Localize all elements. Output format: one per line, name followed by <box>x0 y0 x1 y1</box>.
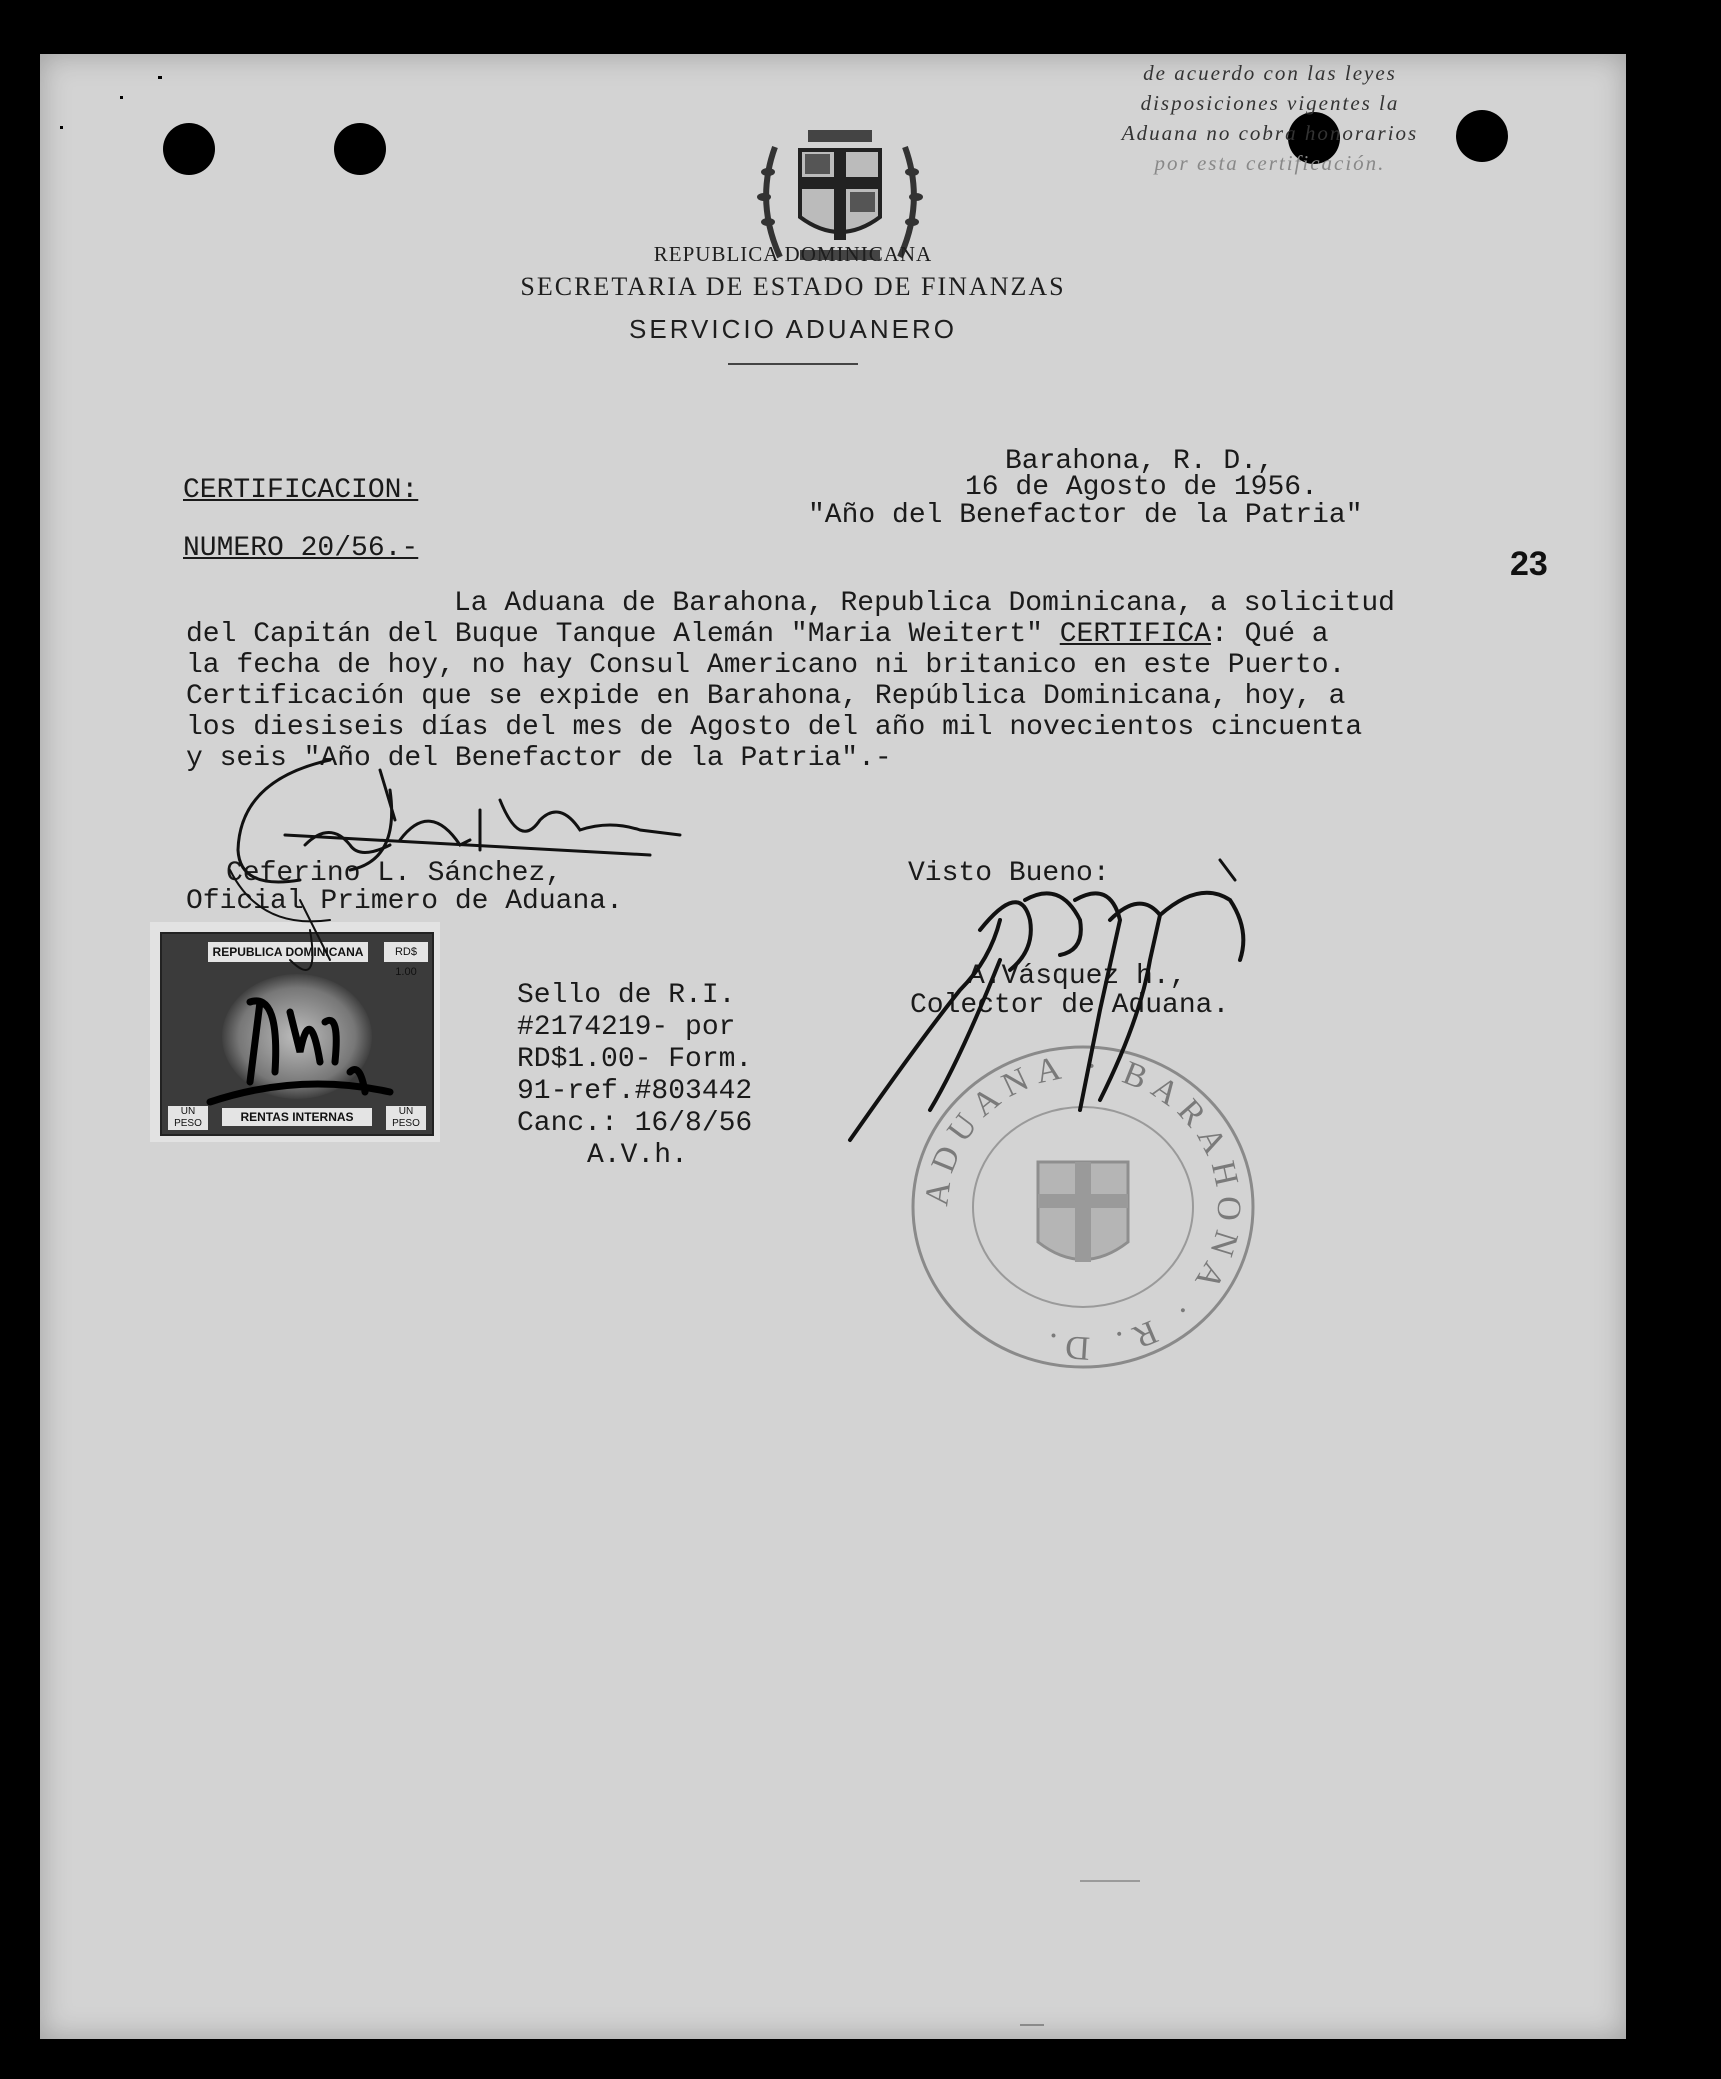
note-line: disposiciones vigentes la <box>1140 91 1400 115</box>
stamp-value: RD$ 1.00 <box>384 942 428 962</box>
sello-line: Canc.: 16/8/56 <box>517 1108 753 1139</box>
page-number: 23 <box>1510 545 1548 583</box>
punch-hole <box>334 123 386 175</box>
right-signatory-title: Colector de Aduana. <box>910 990 1230 1021</box>
sello-line: RD$1.00- Form. <box>517 1044 753 1075</box>
right-signatory-name: A.Vásquez h., <box>968 961 1187 992</box>
date-line: 16 de Agosto de 1956. <box>965 472 1318 503</box>
certificacion-label: CERTIFICACION: <box>183 475 419 506</box>
numero-label: NUMERO 20/56.- <box>183 533 419 564</box>
stamp-bottom-text: RENTAS INTERNAS <box>222 1108 372 1126</box>
body-line: del Capitán del Buque Tanque Alemán "Maria Weitert" <box>186 619 1060 650</box>
certificate-body <box>186 588 1395 774</box>
body-line: La Aduana de Barahona, Republica Dominicana, a solicitud <box>454 588 1395 619</box>
letterhead-country: REPUBLICA DOMINICANA <box>653 242 933 266</box>
sello-line: A.V.h. <box>587 1140 688 1171</box>
scan-mark <box>1080 1880 1140 1882</box>
revenue-stamp <box>150 922 440 1142</box>
stamp-corner-right: UN PESO <box>386 1106 426 1130</box>
left-signatory-title: Oficial Primero de Aduana. <box>186 886 623 917</box>
body-line: : Qué a <box>1210 619 1329 650</box>
sello-line: Sello de R.I. <box>517 980 736 1011</box>
letterhead-divider <box>728 363 858 365</box>
letterhead-service: SERVICIO ADUANERO <box>629 314 957 344</box>
note-line: Aduana no cobra honorarios <box>1121 121 1419 145</box>
seal-ring-text: ADUANA · BARAHONA · R. D. <box>918 1047 1248 1367</box>
visto-bueno-label: Visto Bueno: <box>908 858 1110 889</box>
place-line: Barahona, R. D., <box>1005 446 1274 477</box>
motto-line: "Año del Benefactor de la Patria" <box>808 500 1363 531</box>
customs-seal-icon <box>903 1042 1263 1372</box>
stamp-notation <box>517 980 752 1172</box>
fee-exemption-note <box>1050 58 1490 178</box>
stamp-cancellation-mark <box>150 922 440 1142</box>
sello-line: #2174219- por <box>517 1012 736 1043</box>
letterhead-ministry: SECRETARIA DE ESTADO DE FINANZAS <box>520 272 1066 301</box>
body-line: Certificación que se expide en Barahona, República Dominicana, hoy, a <box>186 681 1346 712</box>
body-line: la fecha de hoy, no hay Consul Americano ni britanico en este Puerto. <box>186 650 1346 681</box>
sello-line: 91-ref.#803442 <box>517 1076 753 1107</box>
note-line: de acuerdo con las leyes <box>1143 61 1397 85</box>
stamp-corner-left: UN PESO <box>168 1106 208 1130</box>
punch-hole <box>163 123 215 175</box>
scan-mark <box>1020 2024 1044 2026</box>
left-signatory-name: Ceferino L. Sánchez, <box>226 858 563 889</box>
note-line: por esta certificación. <box>1154 151 1386 175</box>
body-line: los diesiseis días del mes de Agosto del año mil novecientos cincuenta <box>186 712 1363 743</box>
certifica-keyword: CERTIFICA <box>1059 619 1211 650</box>
stamp-top-text: REPUBLICA DOMINICANA <box>208 942 368 962</box>
body-line: y seis "Año del Benefactor de la Patria".- <box>186 743 892 774</box>
